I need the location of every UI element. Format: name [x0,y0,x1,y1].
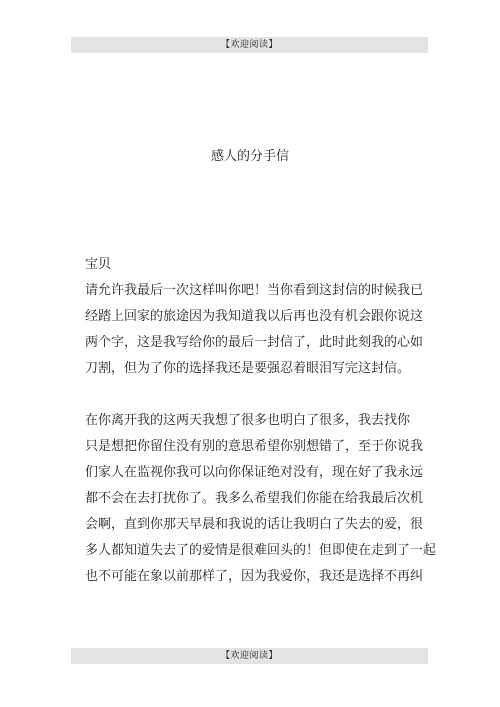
paragraph-line: 们家人在监视你我可以向你保证绝对没有，现在好了我永远 [85,465,424,480]
paragraph-2 [85,408,437,590]
paragraph-line: 只是想把你留住没有别的意思希望你别想错了，至于你说我 [85,439,424,454]
paragraph-line: 请允许我最后一次这样叫你吧！当你看到这封信的时候我已 [85,283,424,298]
document-title: 感人的分手信 [210,149,289,164]
paragraph-1 [85,278,431,382]
paragraph-line: 多人都知道失去了的爱情是很难回头的！但即使在走到了一起 [85,543,437,558]
paragraph-line: 在你离开我的这两天我想了很多也明白了很多，我去找你 [85,413,411,428]
salutation: 宝贝 [85,257,112,272]
paragraph-line: 也不可能在象以前那样了，因为我爱你，我还是选择不再纠 [85,569,424,584]
paragraph-line: 刀割，但为了你的选择我还是要强忍着眼泪写完这封信。 [85,361,411,376]
header-banner: 【欢迎阅读】 [71,37,428,53]
paragraph-line: 会啊，直到你那天早晨和我说的话让我明白了失去的爱，很 [85,517,424,532]
paragraph-line: 都不会在去打扰你了。我多么希望我们你能在给我最后次机 [85,491,424,506]
paragraph-line: 两个字，这是我写给你的最后一封信了，此时此刻我的心如 [85,335,424,350]
footer-banner: 【欢迎阅读】 [71,648,428,664]
paragraph-line: 经踏上回家的旅途因为我知道我以后再也没有机会跟你说这 [85,309,424,324]
